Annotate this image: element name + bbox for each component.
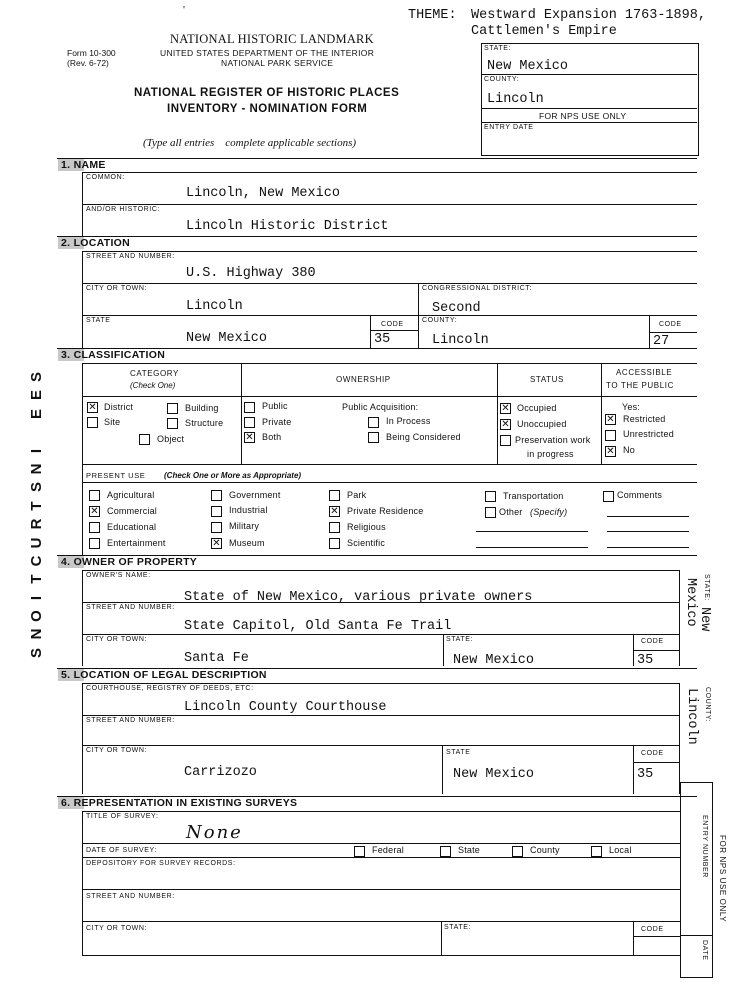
county-checkbox[interactable] [512, 846, 523, 857]
in-process-checkbox[interactable] [368, 417, 379, 428]
building-label: Building [185, 403, 219, 413]
nps-use-only-label: FOR NPS USE ONLY [539, 111, 627, 121]
commercial-label: Commercial [107, 506, 158, 516]
city-value: Lincoln [186, 299, 243, 314]
transportation-checkbox[interactable] [485, 491, 496, 502]
section-surveys-heading: 6. REPRESENTATION IN EXISTING SURVEYS [58, 797, 297, 809]
comments-label: Comments [617, 490, 663, 500]
survey-street-label: STREET AND NUMBER: [86, 893, 175, 900]
legal-city-value: Carrizozo [184, 765, 257, 780]
unrestricted-checkbox[interactable] [605, 430, 616, 441]
private-residence-checkbox[interactable]: ✕ [330, 506, 339, 517]
object-checkbox[interactable] [139, 434, 150, 445]
yes-label: Yes: [622, 402, 640, 412]
present-use-note: (Check One or More as Appropriate) [164, 471, 302, 480]
park-label: Park [347, 490, 367, 500]
industrial-label: Industrial [229, 505, 268, 515]
side-instruction-letter: T [28, 574, 45, 584]
federal-checkbox[interactable] [354, 846, 365, 857]
county-code-value: 27 [653, 334, 670, 349]
local-checkbox[interactable] [591, 846, 602, 857]
location-state-label: STATE [86, 317, 111, 324]
museum-label: Museum [229, 538, 265, 548]
no-label: No [623, 445, 635, 455]
check-one-label: (Check One) [130, 381, 176, 390]
accessible-label-line2: TO THE PUBLIC [606, 381, 674, 390]
restricted-checkbox[interactable]: ✕ [606, 414, 615, 425]
historic-name-label: AND/OR HISTORIC: [86, 206, 161, 213]
private-residence-label: Private Residence [347, 506, 424, 516]
industrial-checkbox[interactable] [211, 506, 222, 517]
courthouse-label: COURTHOUSE, REGISTRY OF DEEDS, ETC: [86, 685, 254, 692]
department-name: UNITED STATES DEPARTMENT OF THE INTERIOR [160, 48, 375, 58]
street-label: STREET AND NUMBER: [86, 253, 175, 260]
form-number: Form 10-300 [67, 48, 116, 58]
theme-value-line2: Cattlemen's Empire [471, 24, 617, 39]
other-checkbox[interactable] [485, 507, 496, 518]
side-instruction-letter: O [28, 610, 45, 622]
congressional-district-value: Second [432, 301, 481, 316]
location-county-label: COUNTY: [422, 317, 458, 324]
service-name: NATIONAL PARK SERVICE [221, 58, 334, 68]
owner-name-label: OWNER'S NAME: [86, 572, 151, 579]
nps-entry-side-box [680, 782, 713, 978]
side-instruction-letter: S [28, 647, 45, 658]
scientific-checkbox[interactable] [329, 538, 340, 549]
side-instruction-letter: N [28, 629, 45, 640]
location-state-value: New Mexico [186, 331, 268, 346]
survey-title-label: TITLE OF SURVEY: [86, 813, 159, 820]
district-label: District [104, 402, 134, 412]
legal-street-label: STREET AND NUMBER: [86, 717, 175, 724]
legal-code-value: 35 [637, 767, 654, 782]
side-instruction-letter: S [28, 372, 45, 383]
side-instruction-letter: E [28, 390, 45, 401]
survey-code-label: CODE [641, 926, 664, 933]
other-label: Other [499, 507, 523, 517]
side-state-value-mexico: Mexico [683, 578, 698, 627]
common-name-label: COMMON: [86, 174, 125, 181]
no-checkbox[interactable]: ✕ [606, 446, 615, 457]
building-checkbox[interactable] [167, 403, 178, 414]
restricted-label: Restricted [623, 414, 666, 424]
owner-state-label: STATE: [446, 636, 474, 643]
owner-city-label: CITY OR TOWN: [86, 636, 148, 643]
side-state-value-new: New [697, 607, 712, 632]
military-label: Military [229, 521, 260, 531]
present-use-label: PRESENT USE [86, 471, 146, 480]
occupied-checkbox[interactable]: ✕ [501, 403, 510, 414]
owner-street-value: State Capitol, Old Santa Fe Trail [184, 619, 452, 634]
site-checkbox[interactable] [87, 417, 98, 428]
survey-date-label: DATE OF SURVEY: [86, 847, 157, 854]
survey-state-label: STATE: [444, 924, 472, 931]
government-label: Government [229, 490, 281, 500]
section-location-heading: 2. LOCATION [58, 237, 130, 249]
state-box-state-value: New Mexico [487, 59, 569, 74]
educational-label: Educational [107, 522, 157, 532]
owner-city-value: Santa Fe [184, 651, 249, 666]
legal-city-label: CITY OR TOWN: [86, 747, 148, 754]
city-label: CITY OR TOWN: [86, 285, 148, 292]
local-survey-label: Local [609, 845, 632, 855]
both-checkbox[interactable]: ✕ [245, 432, 254, 443]
state-code-label: CODE [381, 321, 404, 328]
section-name-heading: 1. NAME [58, 159, 106, 171]
side-instruction-letter: T [28, 501, 45, 511]
legal-state-value: New Mexico [453, 767, 535, 782]
survey-city-label: CITY OR TOWN: [86, 925, 148, 932]
category-label: CATEGORY [130, 369, 179, 378]
form-title: NATIONAL REGISTER OF HISTORIC PLACES [134, 87, 400, 99]
park-checkbox[interactable] [329, 490, 340, 501]
transportation-label: Transportation [503, 491, 564, 501]
private-checkbox[interactable] [244, 417, 255, 428]
government-checkbox[interactable] [211, 490, 222, 501]
section-owner-heading: 4. OWNER OF PROPERTY [58, 556, 197, 568]
entertainment-label: Entertainment [107, 538, 166, 548]
courthouse-value: Lincoln County Courthouse [184, 700, 387, 715]
type-instructions: (Type all entries complete applicable sections) [143, 137, 357, 149]
owner-street-label: STREET AND NUMBER: [86, 604, 175, 611]
state-survey-label: State [458, 845, 481, 855]
unoccupied-label: Unoccupied [517, 419, 567, 429]
owner-name-value: State of New Mexico, various private owners [184, 590, 533, 605]
section-legal-heading: 5. LOCATION OF LEGAL DESCRIPTION [58, 669, 267, 681]
form-subtitle: INVENTORY - NOMINATION FORM [167, 103, 368, 115]
owner-code-value: 35 [637, 653, 654, 668]
entertainment-checkbox[interactable] [89, 538, 100, 549]
side-state-label: STATE: [703, 574, 710, 602]
tick-mark: ' [183, 4, 185, 16]
street-value: U.S. Highway 380 [186, 266, 316, 281]
district-checkbox[interactable]: ✕ [88, 402, 97, 413]
public-checkbox[interactable] [244, 402, 255, 413]
being-considered-checkbox[interactable] [368, 432, 379, 443]
preservation-label: Preservation work [515, 435, 591, 445]
common-name-value: Lincoln, New Mexico [186, 186, 340, 201]
religious-label: Religious [347, 522, 386, 532]
depository-label: DEPOSITORY FOR SURVEY RECORDS: [86, 860, 236, 867]
agricultural-checkbox[interactable] [89, 490, 100, 501]
state-checkbox[interactable] [440, 846, 451, 857]
state-box-county-value: Lincoln [487, 92, 544, 107]
side-instruction-letter: R [28, 518, 45, 530]
location-county-value: Lincoln [432, 333, 489, 348]
theme-label: THEME: [408, 8, 457, 23]
educational-checkbox[interactable] [89, 522, 100, 533]
in-process-label: In Process [386, 416, 431, 426]
side-instruction-letter: S [28, 482, 45, 493]
preservation-checkbox[interactable] [500, 435, 511, 446]
agricultural-label: Agricultural [107, 490, 155, 500]
side-county-value: Lincoln [684, 688, 699, 745]
owner-code-label: CODE [641, 638, 664, 645]
side-county-label: COUNTY: [704, 687, 711, 723]
preservation-label-line2: in progress [527, 449, 574, 459]
section-classification-heading: 3. CLASSIFICATION [58, 349, 165, 361]
public-label: Public [262, 401, 288, 411]
object-label: Object [157, 434, 185, 444]
theme-value: Westward Expansion 1763-1898, [471, 8, 706, 23]
side-instruction-letter: U [28, 537, 45, 548]
survey-title-value: None [186, 822, 243, 843]
commercial-checkbox[interactable]: ✕ [90, 506, 99, 517]
military-checkbox[interactable] [211, 522, 222, 533]
see-instructions-side-text [25, 370, 47, 660]
congressional-district-label: CONGRESSIONAL DISTRICT: [422, 285, 532, 292]
state-box-county-label: COUNTY: [484, 76, 520, 83]
side-instruction-letter: C [28, 555, 45, 567]
side-instruction-letter: I [28, 448, 45, 453]
comments-checkbox[interactable] [603, 491, 614, 502]
state-code-value: 35 [374, 332, 391, 347]
county-survey-label: County [530, 845, 560, 855]
being-considered-label: Being Considered [386, 432, 461, 442]
unrestricted-label: Unrestricted [623, 429, 674, 439]
side-entry-number-label: ENTRY NUMBER [701, 815, 708, 878]
structure-label: Structure [185, 418, 224, 428]
county-code-label: CODE [659, 321, 682, 328]
legal-state-label: STATE [446, 749, 471, 756]
private-label: Private [262, 417, 292, 427]
side-instruction-letter: I [28, 595, 45, 600]
side-instruction-letter: N [28, 463, 45, 475]
religious-checkbox[interactable] [329, 522, 340, 533]
side-instruction-letter: E [28, 408, 45, 419]
both-label: Both [262, 432, 282, 442]
accessible-label: ACCESSIBLE [616, 368, 673, 377]
entry-date-label: ENTRY DATE [484, 124, 534, 131]
site-label: Site [104, 417, 121, 427]
unoccupied-checkbox[interactable]: ✕ [501, 419, 510, 430]
structure-checkbox[interactable] [167, 418, 178, 429]
specify-label: (Specify) [530, 507, 568, 517]
side-date-label: DATE [701, 940, 708, 961]
owner-state-value: New Mexico [453, 653, 535, 668]
ownership-label: OWNERSHIP [336, 375, 391, 384]
status-label: STATUS [530, 375, 564, 384]
form-revision: (Rev. 6-72) [67, 58, 109, 68]
side-nps-use-only-label: FOR NPS USE ONLY [718, 835, 727, 923]
public-acquisition-label: Public Acquisition: [342, 402, 419, 412]
legal-code-label: CODE [641, 750, 664, 757]
occupied-label: Occupied [517, 403, 557, 413]
landmark-title: NATIONAL HISTORIC LANDMARK [170, 32, 374, 46]
federal-label: Federal [372, 845, 404, 855]
museum-checkbox[interactable]: ✕ [212, 538, 221, 549]
scientific-label: Scientific [347, 538, 386, 548]
historic-name-value: Lincoln Historic District [186, 219, 389, 234]
state-box-state-label: STATE: [484, 45, 512, 52]
